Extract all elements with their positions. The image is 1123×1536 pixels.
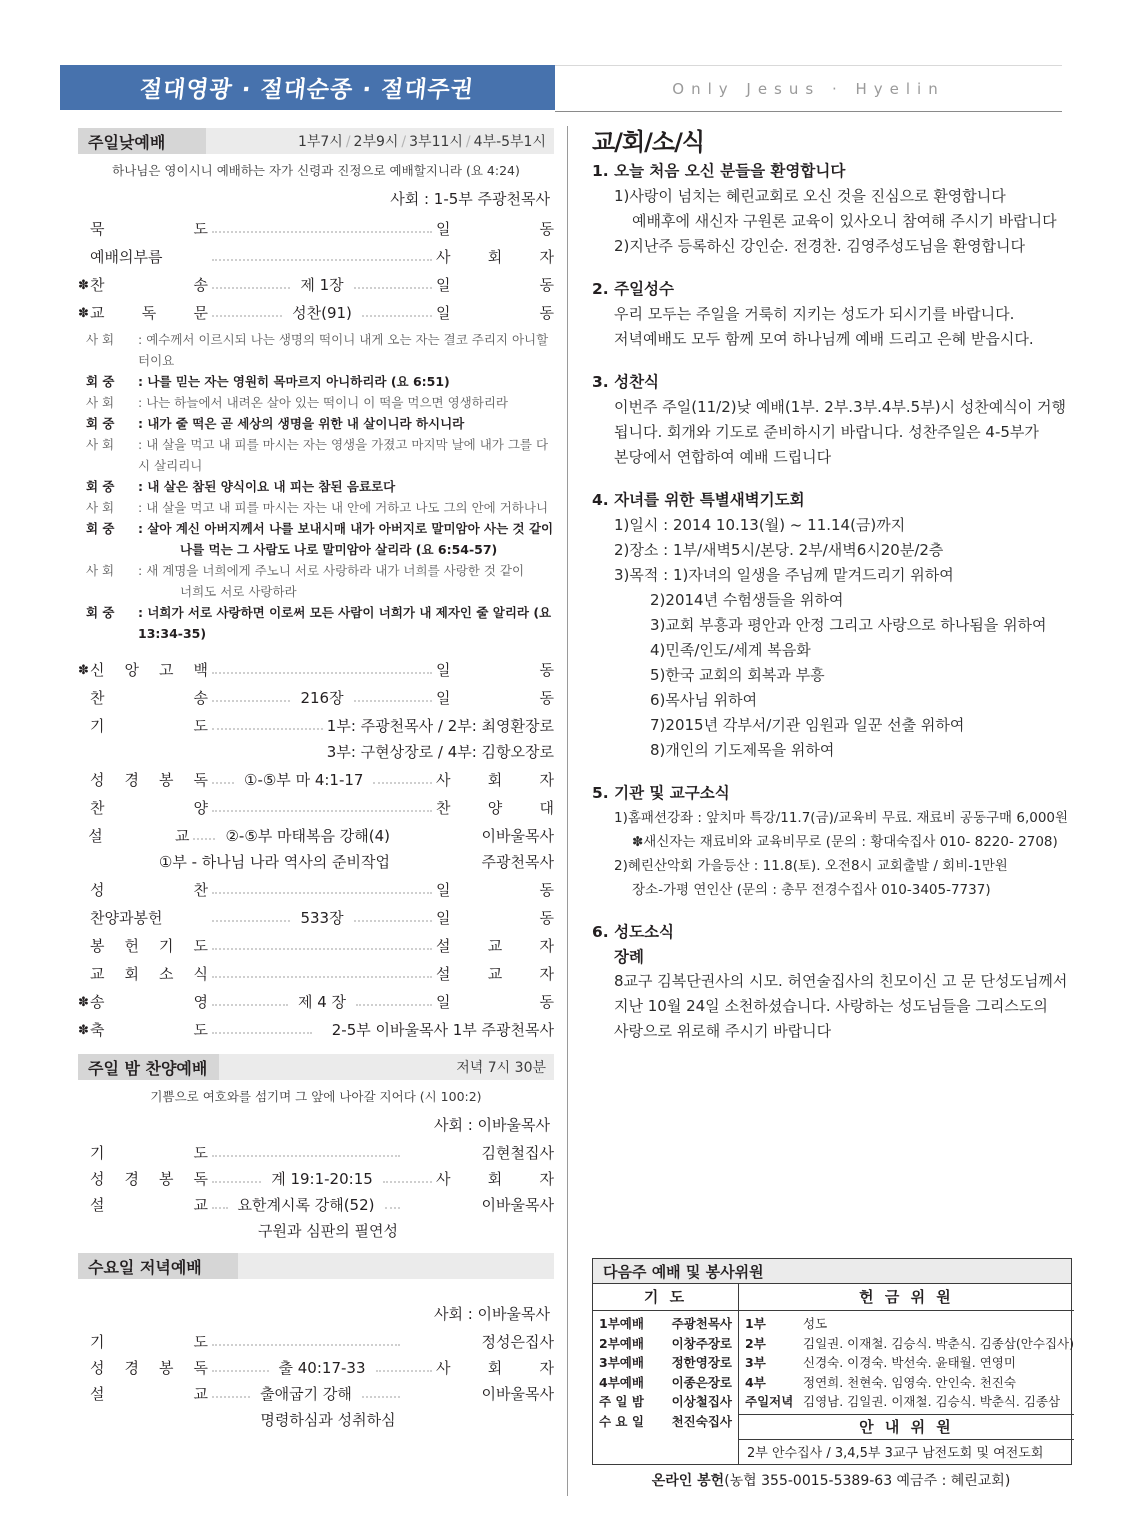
dot-leader [383, 1180, 432, 1183]
dot-leader [356, 1003, 432, 1006]
star-marker [78, 925, 90, 928]
news-item [592, 488, 1070, 763]
order-person: 찬 양 대 [436, 799, 554, 817]
news-line: 1)일시 : 2014 10.13(월) ~ 11.14(금)까지 [614, 516, 906, 534]
order-label: 성 경 봉 독 [90, 1359, 208, 1377]
reading-role: 회 중 [86, 605, 115, 620]
news-item [592, 277, 1070, 352]
reading-text: : 나를 믿는 자는 영원히 목마르지 아니하리라 (요 6:51) [138, 374, 450, 389]
wednesday-order [78, 1326, 554, 1430]
offering-header: 헌 금 위 원 [739, 1284, 1074, 1311]
order-person: 일 동 [436, 276, 555, 294]
dot-leader [212, 755, 323, 756]
time-2: 2부9시 [353, 134, 399, 150]
order-detail: 제 1장 [300, 276, 344, 294]
table-row [739, 1314, 1074, 1334]
star-marker [78, 733, 90, 736]
section-title: 주일 밤 찬양예배 [78, 1054, 219, 1080]
reading-line [78, 476, 554, 497]
wednesday-presider: 사회 : 이바울목사 [433, 1305, 550, 1323]
reading-role: 사 회 [86, 500, 115, 515]
reading-line [78, 497, 554, 518]
news-line: 7)2015년 각부서/기관 임원과 일꾼 선출 위하여 [650, 716, 965, 734]
dot-leader [212, 727, 323, 730]
time-1: 1부7시 [297, 134, 343, 150]
sunday-day-order-2 [78, 652, 554, 1040]
news-line: 3)목적 : 1)자녀의 일생을 주님께 맡겨드리기 위하여 [614, 566, 954, 584]
news-line: 6)목사님 위하여 [650, 691, 758, 709]
dot-leader [212, 1395, 250, 1398]
table-row [593, 1353, 738, 1373]
page-header [60, 65, 1062, 110]
people-list: 신경숙. 이경숙. 박선숙. 윤태월. 연영미 [803, 1355, 1016, 1370]
order-label: 기 도 [90, 1333, 208, 1351]
star-marker [78, 897, 90, 900]
right-column [592, 122, 1070, 1062]
star-marker [78, 705, 90, 708]
reading-line [78, 602, 554, 644]
star-marker [78, 981, 90, 984]
news-line: 8교구 김복단권사의 시모. 허연술집사의 친모이신 고 문 단성도님께서 [614, 972, 1068, 990]
service-name: 2부예배 [599, 1335, 644, 1351]
news-line: 3)교회 부흥과 평안과 안정 그리고 사랑으로 하나됨을 위하여 [650, 616, 1047, 634]
dot-leader [212, 1003, 288, 1006]
news-line: 장소-가평 연인산 (문의 : 총무 전경수집사 010-3405-7737) [632, 882, 991, 898]
sunday-night-presider: 사회 : 이바울목사 [433, 1116, 550, 1134]
service-name: 수 요 일 [599, 1413, 644, 1429]
news-line: 2)혜린산악회 가을등산 : 11.8(토). 오전8시 교회출발 / 회비-1만원 [614, 858, 1008, 874]
order-label: 설 교 [90, 1385, 208, 1403]
order-row [78, 1163, 554, 1189]
order-detail: ①-⑤부 마 4:1-17 [244, 771, 364, 789]
order-person: 정성은집사 [481, 1333, 554, 1351]
star-marker [78, 1349, 90, 1352]
online-offering-label: 온라인 봉헌 [651, 1473, 725, 1489]
slogan-banner [60, 65, 555, 110]
order-detail: ②-⑤부 마태복음 강해(4) [225, 827, 390, 845]
duty-table-body [593, 1284, 1074, 1464]
news-line: 사랑으로 위로해 주시기 바랍니다 [614, 1022, 832, 1040]
news-line: 본당에서 연합하여 예배 드립니다 [614, 448, 832, 466]
order-detail: 요한계시록 강해(52) [237, 1196, 375, 1214]
reading-role: 사 회 [86, 563, 115, 578]
order-label: 봉 헌 기 도 [90, 937, 208, 955]
star-marker [78, 1160, 90, 1163]
table-row [739, 1353, 1074, 1373]
star-marker [78, 953, 90, 956]
star-marker [78, 1401, 90, 1404]
table-row [593, 1392, 738, 1412]
person-name: 이상철집사 [671, 1394, 732, 1409]
star-marker [78, 843, 88, 846]
order-row [78, 239, 554, 267]
order-row [78, 1215, 554, 1241]
dot-leader [212, 1343, 400, 1346]
reading-line [78, 539, 554, 560]
order-row [78, 928, 554, 956]
order-person: 3부: 구현상장로 / 4부: 김항오장로 [326, 743, 554, 761]
order-row [78, 984, 554, 1012]
order-row [78, 1404, 554, 1430]
order-person: 주광천목사 [481, 853, 554, 871]
order-detail: ①부 - 하나님 나라 역사의 준비작업 [158, 853, 390, 871]
order-label: 설 교 [90, 1196, 208, 1214]
people-list: 김영남. 김일권. 이재철. 김승식. 박춘식. 김종삼 [803, 1394, 1061, 1409]
news-line: 이번주 주일(11/2)낮 예배(1부. 2부.3부.4부.5부)시 성찬예식이 거행 [614, 398, 1067, 416]
star-marker: ✽ [78, 663, 89, 678]
person-name: 이종은장로 [671, 1374, 732, 1390]
order-row [78, 652, 554, 680]
order-person: 이바울목사 [481, 1196, 554, 1214]
news-line: 2)장소 : 1부/새벽5시/본당. 2부/새벽6시20분/2층 [614, 541, 944, 559]
service-time: 저녁 7시 30분 [456, 1060, 546, 1076]
star-marker: ✽ [78, 306, 89, 321]
dot-leader [212, 1369, 269, 1372]
dot-leader [212, 947, 432, 950]
table-row [739, 1373, 1074, 1393]
person-name: 이창주장로 [671, 1335, 732, 1351]
dot-leader [212, 671, 432, 674]
table-row [739, 1334, 1074, 1354]
reading-text: : 너희가 서로 사랑하면 이로써 모든 사람이 너희가 내 제자인 줄 알리라 (요 13:34-35) [138, 605, 552, 641]
dot-leader [212, 891, 432, 894]
order-person: 1부: 주광천목사 / 2부: 최영환장로 [326, 717, 554, 735]
person-name: 주광천목사 [671, 1316, 732, 1331]
dot-leader [212, 699, 290, 702]
reading-text: : 내가 줄 떡은 곧 세상의 생명을 위한 내 살이니라 하시니라 [138, 416, 465, 431]
reading-text: : 내 살을 먹고 내 피를 마시는 자는 내 안에 거하고 나도 그의 안에 거하나니 [138, 500, 549, 515]
order-detail: 216장 [300, 689, 344, 707]
star-marker: ✽ [78, 1023, 89, 1038]
service-name: 주일저녁 [745, 1394, 794, 1409]
order-detail: 출애굽기 강해 [260, 1385, 352, 1403]
dot-leader [193, 837, 215, 840]
dot-leader [354, 919, 432, 922]
news-item [592, 920, 1070, 1044]
dot-leader [212, 314, 282, 317]
section-wednesday-header [78, 1253, 554, 1279]
reading-text: : 예수께서 이르시되 나는 생명의 떡이니 내게 오는 자는 결코 주리지 아니할 터이요 [138, 332, 549, 368]
dot-leader [212, 781, 234, 784]
order-detail: 출 40:17-33 [278, 1359, 366, 1377]
order-row [78, 1137, 554, 1163]
dot-leader [362, 1395, 400, 1398]
order-detail: 성찬(91) [292, 304, 352, 322]
time-3: 3부11시 [409, 134, 463, 150]
news-line: 저녁예배도 모두 함께 모여 하나님께 예배 드리고 은혜 받읍시다. [614, 330, 1034, 348]
news-line: ✽새신자는 재료비와 교육비무로 (문의 : 황대숙집사 010- 8220- 2708) [632, 834, 1058, 850]
sunday-day-verse: 하나님은 영이시니 예배하는 자가 신령과 진정으로 예배할지니라 (요 4:24) [112, 163, 520, 178]
reading-role: 회 중 [86, 521, 115, 536]
left-column [78, 128, 554, 1430]
dot-leader [354, 286, 432, 289]
order-row [78, 267, 554, 295]
star-marker [78, 1375, 90, 1378]
star-marker: ✽ [78, 278, 89, 293]
star-marker [78, 759, 90, 762]
reading-line [78, 434, 554, 476]
slogan-text: 절대영광 · 절대순종 · 절대주권 [138, 77, 476, 103]
order-person: 일 동 [436, 909, 554, 927]
duty-table-title: 다음주 예배 및 봉사위원 [593, 1259, 1071, 1284]
news-subheading: 장례 [614, 948, 644, 966]
news-line: 됩니다. 회개와 기도로 준비하시기 바랍니다. 성찬주일은 4-5부가 [614, 423, 1039, 441]
reading-text: 너희도 서로 사랑하라 [180, 584, 297, 599]
order-label: 교 독 문 [90, 304, 208, 322]
order-row [78, 846, 554, 872]
dot-leader [362, 314, 432, 317]
dot-leader [212, 919, 290, 922]
dot-leader [212, 1154, 400, 1157]
news-line: 우리 모두는 주일을 거룩히 지키는 성도가 되시기를 바랍니다. [614, 305, 1015, 323]
online-offering [592, 1470, 1070, 1490]
news-line: 예배후에 새신자 구원론 교육이 있사오니 참여해 주시기 바랍니다 [632, 212, 1057, 230]
reading-text: : 내 살을 먹고 내 피를 마시는 자는 영생을 가졌고 마지막 날에 내가 그를 다시 살리리니 [138, 437, 549, 473]
news-line: 지난 10월 24일 소천하셨습니다. 사랑하는 성도님들을 그리스도의 [614, 997, 1048, 1015]
reading-line [78, 560, 554, 581]
section-sunday-day-header [78, 128, 554, 154]
order-label: 성 경 봉 독 [90, 1170, 208, 1188]
order-person: 일 동 [436, 993, 554, 1011]
order-row [78, 762, 554, 790]
dot-leader [354, 699, 432, 702]
order-label: 설 교 [88, 827, 190, 845]
sunday-day-presider: 사회 : 1-5부 주광천목사 [390, 190, 550, 208]
news-line: 2)지난주 등록하신 강인순. 전경찬. 김영주성도님을 환영합니다 [614, 237, 1026, 255]
brand-text: Only Jesus · Hyelin [672, 79, 945, 98]
order-row [78, 211, 554, 239]
star-marker [78, 236, 90, 239]
order-label: 교 회 소 식 [90, 965, 208, 983]
reading-role [86, 539, 138, 560]
news-item [592, 159, 1070, 259]
table-row [593, 1314, 738, 1334]
people-list: 김일권. 이재철. 김승식. 박춘식. 김종삼(안수집사) [803, 1335, 1074, 1351]
people-list: 정연희. 천현숙. 임영숙. 안인숙. 천진숙 [803, 1374, 1016, 1390]
order-person: 2-5부 이바울목사 1부 주광천목사 [331, 1021, 554, 1039]
order-person: 일 동 [436, 661, 554, 679]
dot-leader [212, 1180, 261, 1183]
people-list: 성도 [803, 1316, 828, 1331]
news-heading: 1. 오늘 처음 오신 분들을 환영합니다 [592, 162, 846, 180]
order-person: 일 동 [436, 220, 554, 238]
dot-leader [212, 975, 432, 978]
dot-leader [212, 1206, 228, 1209]
order-row [78, 1189, 554, 1215]
news-section-title: 교/회/소/식 [592, 128, 705, 156]
person-name: 천진숙집사 [671, 1413, 732, 1429]
sunday-night-order [78, 1137, 554, 1241]
order-row [78, 295, 554, 323]
star-marker [78, 1186, 90, 1189]
order-person: 사 회 자 [436, 248, 554, 266]
time-4: 4부-5부1시 [473, 134, 546, 150]
table-row [593, 1334, 738, 1354]
service-name: 3부예배 [599, 1355, 644, 1370]
column-divider [567, 126, 568, 1496]
reading-role: 사 회 [86, 332, 115, 347]
order-row [78, 790, 554, 818]
order-row [78, 736, 554, 762]
order-label: 신 앙 고 백 [90, 661, 208, 679]
sunday-night-verse: 기쁨으로 여호와를 섬기며 그 앞에 나아갈 지어다 (시 100:2) [150, 1089, 482, 1104]
order-label: 찬 양 [90, 799, 208, 817]
reading-line [78, 329, 554, 371]
star-marker [78, 815, 90, 818]
news-heading: 4. 자녀를 위한 특별새벽기도회 [592, 491, 805, 509]
order-person: 이바울목사 [481, 1385, 554, 1403]
reading-line [78, 413, 554, 434]
section-title: 주일낮예배 [78, 128, 206, 154]
sunday-day-order-1 [78, 211, 554, 323]
star-marker [78, 1212, 90, 1215]
order-label: 묵 도 [90, 220, 208, 238]
section-sunday-night-header [78, 1054, 554, 1080]
reading-line [78, 518, 554, 539]
star-marker [78, 787, 90, 790]
order-row [78, 680, 554, 708]
order-label: 예배의부름 [90, 248, 163, 266]
dot-leader [376, 1369, 433, 1372]
order-row [78, 1326, 554, 1352]
table-row [593, 1412, 738, 1432]
reading-role: 사 회 [86, 437, 115, 452]
service-name: 1부 [745, 1316, 766, 1331]
order-person: 이바울목사 [481, 827, 554, 845]
order-person: 설 교 자 [436, 937, 554, 955]
reading-role: 회 중 [86, 479, 115, 494]
order-row [78, 818, 554, 846]
reading-text: : 내 살은 참된 양식이요 내 피는 참된 음료로다 [138, 479, 396, 494]
order-label: 기 도 [90, 1144, 208, 1162]
offering-column [739, 1284, 1074, 1464]
section-title: 수요일 저녁예배 [78, 1253, 238, 1279]
order-person: 사 회 자 [436, 771, 554, 789]
order-person: 일 동 [436, 689, 554, 707]
order-label: 찬 송 [90, 689, 208, 707]
reading-role [86, 581, 138, 602]
order-row [78, 956, 554, 984]
dot-leader [373, 781, 432, 784]
prayer-header: 기 도 [593, 1284, 738, 1311]
star-marker [78, 264, 90, 267]
reading-role: 회 중 [86, 374, 115, 389]
order-label: 성 찬 [90, 881, 208, 899]
order-label: 송 영 [90, 993, 208, 1011]
order-detail: 533장 [300, 909, 344, 927]
dot-leader [212, 809, 432, 812]
service-name: 4부예배 [599, 1374, 644, 1390]
news-line: 2)2014년 수험생들을 위하여 [650, 591, 844, 609]
reading-text: : 나는 하늘에서 내려온 살아 있는 떡이니 이 떡을 먹으면 영생하리라 [138, 395, 508, 410]
order-label: 성 경 봉 독 [90, 771, 208, 789]
dot-leader [212, 230, 432, 233]
order-row [78, 1378, 554, 1404]
order-label: 찬 송 [90, 276, 208, 294]
reading-text: : 새 계명을 너희에게 주노니 서로 사랑하라 내가 너희를 사랑한 것 같이 [138, 563, 525, 578]
news-item [592, 781, 1070, 902]
news-heading: 2. 주일성수 [592, 280, 674, 298]
service-name: 4부 [745, 1374, 766, 1390]
order-row [78, 900, 554, 928]
star-marker [78, 869, 80, 872]
news-line: 8)개인의 기도제목을 위하여 [650, 741, 835, 759]
news-line: 1)홈패션강좌 : 앞치마 특강/11.7(금)/교육비 무료. 재료비 공동구매 6,000원 [614, 810, 1069, 826]
dot-leader [385, 1206, 401, 1209]
news-heading: 3. 성찬식 [592, 373, 660, 391]
dot-leader [212, 258, 432, 261]
online-offering-detail: (농협 355-0015-5389-63 예금주 : 혜린교회) [724, 1473, 1011, 1489]
reading-line [78, 371, 554, 392]
dot-leader [107, 865, 149, 866]
news-item [592, 370, 1070, 470]
reading-role: 회 중 [86, 416, 115, 431]
reading-text: : 살아 계신 아버지께서 나를 보내시매 내가 아버지로 말미암아 사는 것 같이 [138, 521, 554, 536]
order-person: 일 동 [436, 304, 554, 322]
responsive-reading [78, 329, 554, 644]
news-line: 4)민족/인도/세계 복음화 [650, 641, 811, 659]
reading-role: 사 회 [86, 395, 115, 410]
guide-text: 2부 안수집사 / 3,4,5부 3교구 남전도회 및 여전도회 [747, 1445, 1044, 1461]
service-times: 1부7시 / 2부9시 / 3부11시 / 4부-5부1시 [297, 134, 546, 150]
service-name: 2부 [745, 1335, 766, 1351]
duty-table [592, 1258, 1072, 1465]
order-row [78, 1012, 554, 1040]
reading-text: 나를 먹는 그 사람도 나로 말미암아 살리라 (요 6:54-57) [180, 542, 498, 557]
service-name: 주 일 밤 [599, 1394, 644, 1409]
order-label: 찬양과봉헌 [90, 909, 163, 927]
prayer-column [593, 1284, 739, 1464]
order-detail: 계 19:1-20:15 [271, 1170, 373, 1188]
order-row [78, 1352, 554, 1378]
order-row [78, 708, 554, 736]
order-detail: 명령하심과 성취하심 [260, 1411, 396, 1429]
brand-banner [555, 65, 1062, 112]
news-line: 1)사랑이 넘치는 혜린교회로 오신 것을 진심으로 환영합니다 [614, 187, 1006, 205]
order-person: 일 동 [436, 881, 554, 899]
order-person: 김현철집사 [481, 1144, 554, 1162]
news-heading: 6. 성도소식 [592, 923, 674, 941]
table-row [593, 1373, 738, 1393]
reading-line [78, 581, 554, 602]
order-label: 기 도 [90, 717, 208, 735]
news-line: 5)한국 교회의 회복과 부흥 [650, 666, 825, 684]
order-row [78, 872, 554, 900]
order-detail: 제 4 장 [297, 993, 347, 1011]
service-name: 1부예배 [599, 1316, 644, 1331]
star-marker: ✽ [78, 995, 89, 1010]
dot-leader [212, 286, 290, 289]
guide-header: 안 내 위 원 [739, 1414, 1074, 1440]
order-person: 사 회 자 [436, 1170, 554, 1188]
order-person: 사 회 자 [436, 1359, 554, 1377]
order-detail: 구원과 심판의 필연성 [258, 1222, 398, 1240]
news-heading: 5. 기관 및 교구소식 [592, 784, 730, 802]
person-name: 정한영장로 [671, 1355, 732, 1370]
table-row [739, 1392, 1074, 1412]
order-label: 축 도 [90, 1021, 208, 1039]
order-person: 설 교 자 [436, 965, 554, 983]
service-name: 3부 [745, 1355, 766, 1370]
reading-line [78, 392, 554, 413]
dot-leader [212, 1031, 312, 1034]
